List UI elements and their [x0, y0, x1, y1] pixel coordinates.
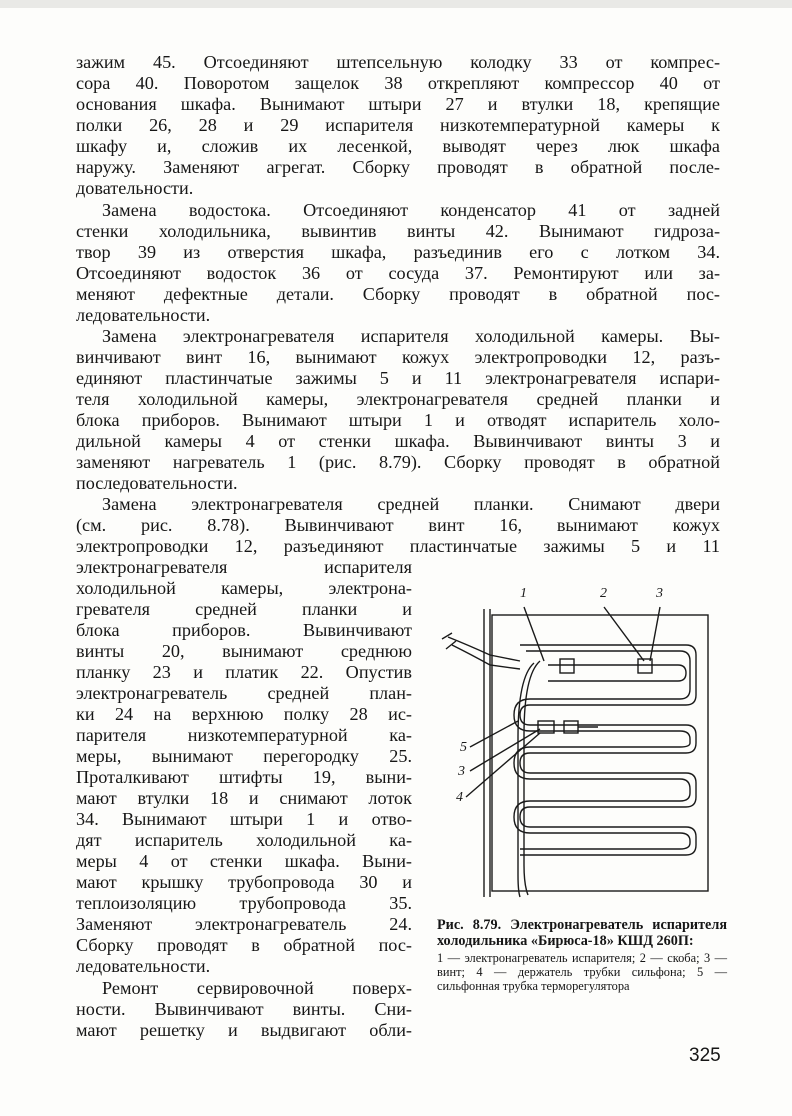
text-line: меняют дефектные детали. Сборку проводят в обратной пос- [76, 284, 720, 304]
text-line: планку 23 и платик 22. Опустив [76, 662, 412, 682]
text-line: холодильной камеры, электрона- [76, 578, 412, 598]
text-line: винчивают винт 16, вынимают кожух электропроводки 12, разъ- [76, 347, 720, 367]
figure-label: 1 [520, 586, 527, 601]
figure-label: 4 [456, 790, 463, 805]
text-line: твор 39 из отверстия шкафа, разъединив его с лотком 34. [76, 242, 720, 262]
text-line: Сборку проводят в обратной пос- [76, 935, 412, 955]
bellows-tube [524, 661, 540, 895]
evaporator-heater-drawing [428, 575, 726, 905]
text-line: единяют пластинчатые зажимы 5 и 11 электронагревателя испари- [76, 368, 720, 388]
text-line: гревателя средней планки и [76, 599, 412, 619]
text-line: дильной камеры 4 от стенки шкафа. Вывинчивают винты 3 и [76, 431, 720, 451]
text-line: Отсоединяют водосток 36 от сосуда 37. Ремонтируют или за- [76, 263, 720, 283]
text-line: блока приборов. Вынимают штыри 1 и отводят испаритель холо- [76, 410, 720, 430]
caption-title: Рис. 8.79. Электронагреватель испарителя холодильника «Бирюса-18» КШД 260П: [437, 917, 727, 949]
text-line: сора 40. Поворотом защелок 38 открепляют компрессор 40 от [76, 73, 720, 93]
text-line: теля холодильной камеры, электронагревателя средней планки и [76, 389, 720, 409]
text-line: наружу. Заменяют агрегат. Сборку проводят в обратной после- [76, 157, 720, 177]
clamp [638, 659, 652, 673]
text-line: электропроводки 12, разъединяют пластинчатые зажимы 5 и 11 [76, 536, 720, 556]
scan-edge [0, 0, 792, 8]
text-line: Проталкивают штифты 19, выни- [76, 767, 412, 787]
clamp [560, 659, 574, 673]
text-line: полки 26, 28 и 29 испарителя низкотемпературной камеры к [76, 115, 720, 135]
caption-legend: 1 — электронагреватель испарителя; 2 — скоба; 3 — винт; 4 — держатель трубки сильфона; 5 — сильфонная трубка терморегулятора [437, 951, 727, 993]
text-line: ледовательности. [76, 956, 211, 976]
text-line: (см. рис. 8.78). Вывинчивают винт 16, вынимают кожух [76, 515, 720, 535]
figure-label: 2 [600, 586, 607, 601]
heater-diagram [428, 575, 726, 905]
text-line: шкафу и, сложив их лесенкой, выводят через люк шкафа [76, 136, 720, 156]
text-line: ки 24 на верхнюю полку 28 ис- [76, 704, 412, 724]
leader-line [470, 721, 518, 747]
figure-label: 5 [460, 740, 467, 755]
figure-label: 3 [656, 586, 663, 601]
text-line: стенки холодильника, вывинтив винты 42. Вынимают гидроза- [76, 221, 720, 241]
leader-line [470, 729, 540, 771]
page-number: 325 [689, 1045, 721, 1066]
figure-label: 3 [458, 764, 465, 779]
text-line: Замена электронагревателя испарителя холодильной камеры. Вы- [102, 326, 720, 346]
text-line: последовательности. [76, 473, 238, 493]
text-line: мают крышку трубопровода 30 и [76, 872, 412, 892]
text-line: электронагревателя испарителя [76, 557, 412, 577]
text-line: Ремонт сервировочной поверх- [102, 978, 412, 998]
text-line: довательности. [76, 178, 194, 198]
text-line: основания шкафа. Вынимают штыри 27 и втулки 18, крепящие [76, 94, 720, 114]
text-line: мают решетку и выдвигают обли- [76, 1020, 412, 1040]
text-line: Заменяют электронагреватель 24. [76, 914, 412, 934]
text-line: меры 4 от стенки шкафа. Выни- [76, 851, 412, 871]
text-line: винты 20, вынимают среднюю [76, 641, 412, 661]
text-line: Замена водостока. Отсоединяют конденсатор 41 от задней [102, 200, 720, 220]
text-line: 34. Вынимают штыри 1 и отво- [76, 809, 412, 829]
text-line: ледовательности. [76, 305, 211, 325]
text-line: блока приборов. Вывинчивают [76, 620, 412, 640]
heater-tube-outer [520, 645, 696, 855]
figure-caption [437, 917, 727, 993]
text-line: теплоизоляцию трубопровода 35. [76, 893, 412, 913]
text-line: электронагреватель средней план- [76, 683, 412, 703]
text-line: парителя низкотемпературной ка- [76, 725, 412, 745]
text-line: меры, вынимают перегородку 25. [76, 746, 412, 766]
text-line: заменяют нагреватель 1 (рис. 8.79). Сборку проводят в обратной [76, 452, 720, 472]
text-line: Замена электронагревателя средней планки. Снимают двери [102, 494, 720, 514]
wire [452, 645, 520, 669]
text-line: ности. Вывинчивают винты. Сни- [76, 999, 412, 1019]
text-line: мают втулки 18 и снимают лоток [76, 788, 412, 808]
text-line: дят испаритель холодильной ка- [76, 830, 412, 850]
text-line: зажим 45. Отсоединяют штепсельную колодку 33 от компрес- [76, 52, 720, 72]
